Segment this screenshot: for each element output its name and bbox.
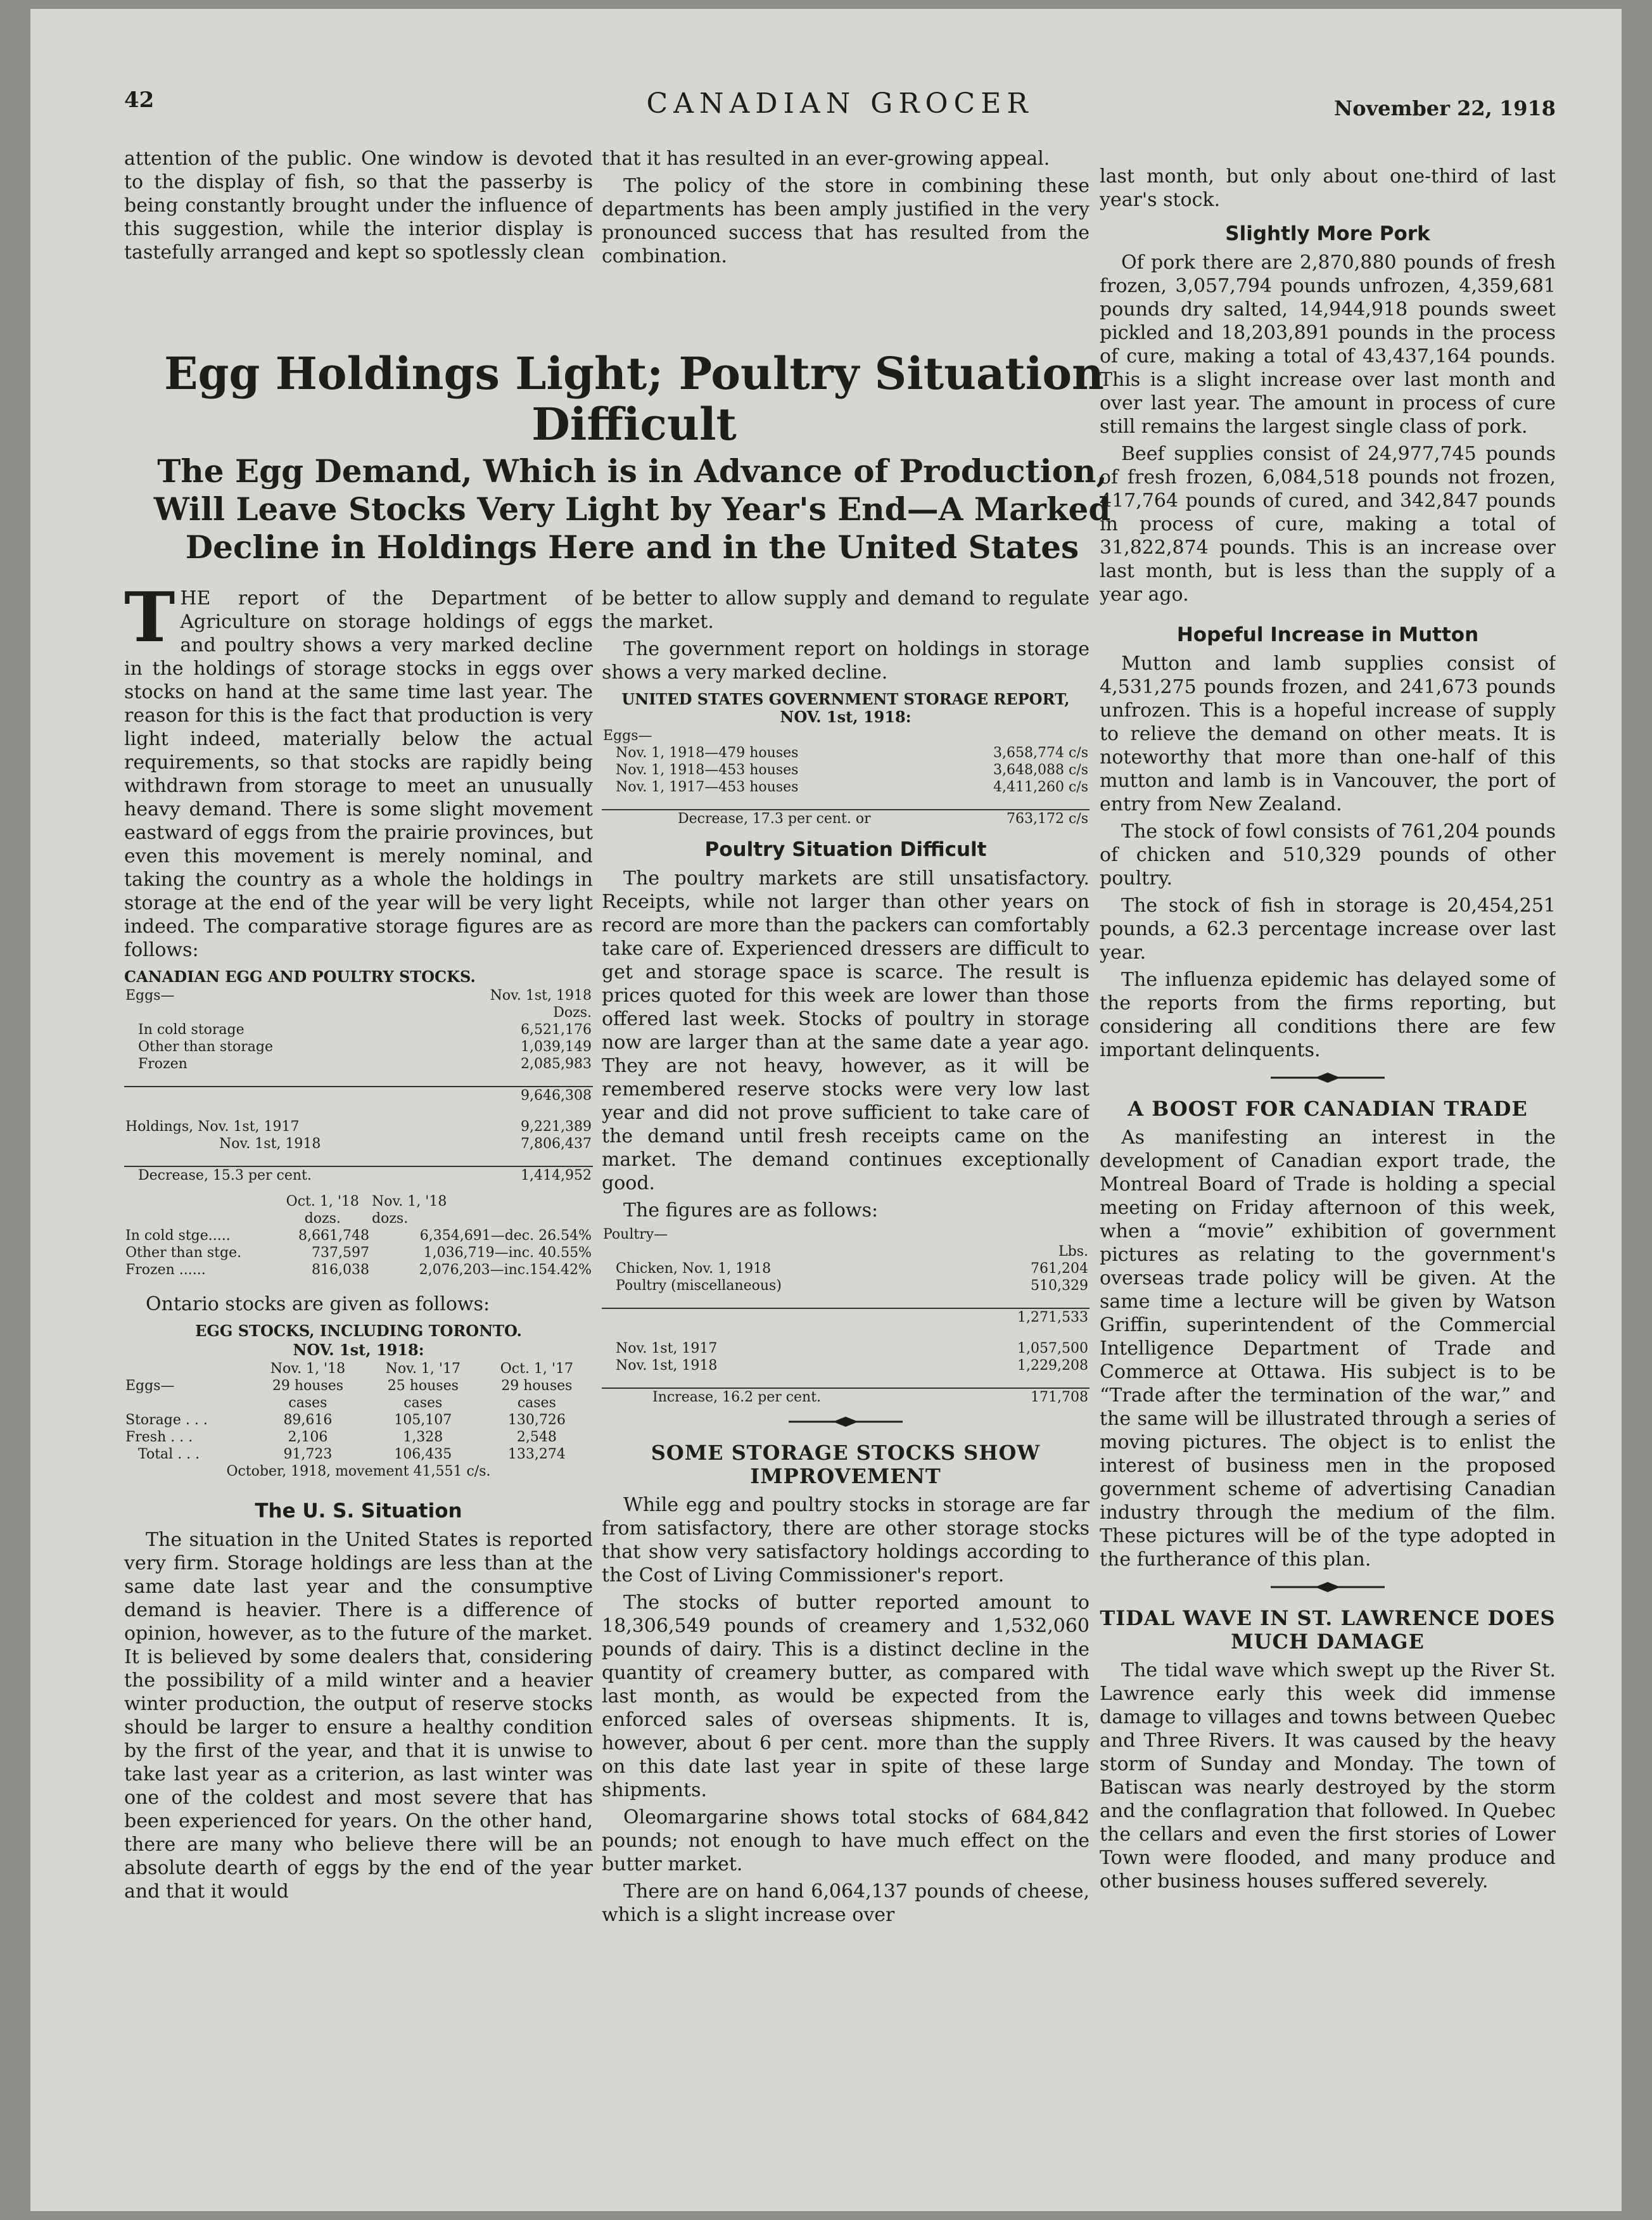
table-row (602, 1388, 1090, 1406)
table-row (124, 1394, 593, 1412)
table-cell: 1,271,533 (968, 1308, 1090, 1326)
table-cell: 133,274 (507, 1446, 566, 1462)
table-cell: 510,329 (1031, 1278, 1088, 1294)
table-row (602, 1357, 1090, 1374)
table-row (602, 744, 1090, 762)
canadian-stocks-table (124, 987, 593, 1184)
mutton-head: Hopeful Increase in Mutton (1176, 623, 1479, 646)
table-cell: Dozs. (553, 1005, 592, 1021)
paragraph: Of pork there are 2,870,880 pounds of fresh frozen, 3,057,794 pounds unfrozen, 4,359,681 pounds dry salted, 14,944,918 pounds sweet pickled and 18,203,891 pounds in the process of cure, making a total of 43,437,164 pounds. This is a slight increase over last month and over last year. The amount in process of cure still remains the largest single class of pork. (1100, 252, 1556, 438)
table-cell: Nov. 1st, 1917 (616, 1341, 718, 1356)
page-number: 42 (124, 87, 155, 113)
paragraph: Oleomargarine shows total stocks of 684,842 pounds; not enough to have much effect on the butter market. (602, 1806, 1090, 1875)
table-row (124, 1038, 593, 1056)
table-cell: 761,204 (1031, 1261, 1088, 1277)
table-cell: 7,806,437 (521, 1136, 592, 1152)
continued-text-middle (602, 147, 1090, 312)
table-cell: Eggs— (125, 1378, 175, 1394)
table-cell (124, 1118, 431, 1135)
table-cell: 1,328 (403, 1429, 443, 1445)
table-row (602, 1260, 1090, 1277)
table-cell: Nov. 1st, 1918 (219, 1136, 321, 1152)
table-cell: Oct. 1, '18 (286, 1194, 359, 1209)
paragraph: While egg and poultry stocks in storage are far from satisfactory, there are other storage stocks that show very satisfactory holdings according to the Cost of Living Commissioner's report. (602, 1494, 1090, 1586)
table-cell: 171,708 (968, 1388, 1090, 1406)
paragraph: Beef supplies consist of 24,977,745 pounds of fresh frozen, 6,084,518 pounds not frozen, 417,764 pounds of cured, and 342,847 pounds in process of cure, making a total of 31,822,874 pounds. This is an increase over last month, but is less than the supply of a year ago. (1100, 443, 1556, 606)
right-column (1100, 165, 1556, 2192)
table-cell: 29 houses (501, 1378, 573, 1394)
table-cell: 2,548 (516, 1429, 557, 1445)
table-row (124, 1118, 593, 1135)
table-cell: Eggs— (125, 988, 175, 1004)
table-row (602, 1243, 1090, 1260)
table-row (124, 1056, 593, 1073)
table-cell: 4,411,260 c/s (993, 779, 1088, 795)
poultry-table (602, 1226, 1090, 1406)
table-cell: 9,221,389 (521, 1119, 592, 1135)
table-row (124, 1412, 593, 1429)
table-cell: 3,658,774 c/s (993, 745, 1088, 761)
table-row (602, 779, 1090, 796)
table-row (124, 1021, 593, 1038)
table-cell: Nov. 1st, 1918 (490, 988, 592, 1004)
table-cell: 105,107 (394, 1412, 452, 1428)
table-cell: 1,039,149 (521, 1039, 592, 1055)
paragraph: The stocks of butter reported amount to 18,306,549 pounds of creamery and 1,532,060 pounds of dairy. This is a distinct decline in the quantity of creamery butter, as compared with last month, as would be expected from the enforced sales of overseas shipments. It is, however, about 6 per cent. more than the supply on this date last year in spite of these large shipments. (602, 1592, 1090, 1801)
paragraph: There are on hand 6,064,137 pounds of cheese, which is a slight increase over (602, 1880, 1090, 1926)
table-row (602, 1308, 1090, 1326)
table-row (124, 987, 593, 1004)
table-cell: cases (517, 1395, 556, 1411)
table-cell: In cold storage (138, 1022, 245, 1038)
boost-trade-head: A BOOST FOR CANADIAN TRADE (1128, 1097, 1528, 1121)
table-cell: 1,036,719—inc. 40.55% (423, 1245, 592, 1261)
table-row (602, 1340, 1090, 1357)
drop-cap: T (124, 587, 175, 658)
table-cell: Chicken, Nov. 1, 1918 (616, 1261, 772, 1277)
table-cell: dozs. (371, 1211, 409, 1227)
table-cell: 2,085,983 (521, 1056, 592, 1072)
table-cell: Nov. 1, '18 (270, 1361, 346, 1377)
table-cell: dozs. (304, 1211, 341, 1227)
table-cell: Increase, 16.2 per cent. (602, 1388, 968, 1406)
ontario-stocks-table (124, 1360, 593, 1463)
table-cell: 816,038 (312, 1262, 369, 1278)
paragraph: last month, but only about one-third of last year's stock. (1100, 165, 1556, 211)
table-cell: Oct. 1, '17 (500, 1361, 573, 1377)
table-row (124, 1227, 593, 1244)
section-divider-ornament (1271, 1071, 1385, 1085)
ontario-table-note: October, 1918, movement 41,551 c/s. (226, 1464, 491, 1479)
table-cell: Other than storage (138, 1039, 273, 1055)
table-row (602, 762, 1090, 779)
table-cell: 1,229,208 (1017, 1358, 1088, 1374)
ontario-table-title: EGG STOCKS, INCLUDING TORONTO. (195, 1322, 522, 1340)
paragraph: The poultry markets are still unsatisfactory. Receipts, while not larger than other years on record are more than the packers can comfortably take care of. Experienced dressers are difficult to get and storage space is scarce. The result is prices quoted for this week are lower than those offered last week. Stocks of poultry in storage now are larger than at the same date a year ago. They are not heavy, however, as it will be remembered reserve stocks were very low last year and did not prove sufficient to take care of the demand until fresh receipts came on the market. The demand continues exceptionally good. (602, 867, 1090, 1194)
table-cell: 6,521,176 (521, 1022, 592, 1038)
section-divider-ornament (789, 1415, 903, 1429)
table-row (124, 1360, 593, 1377)
paragraph: The figures are as follows: (623, 1199, 879, 1222)
table-cell: 737,597 (312, 1245, 369, 1261)
canadian-table-title: CANADIAN EGG AND POULTRY STOCKS. (124, 967, 476, 986)
canadian-compare-table (124, 1193, 593, 1279)
table-cell: 25 houses (387, 1378, 459, 1394)
table-cell: Decrease, 15.3 per cent. (124, 1166, 431, 1184)
paragraph: The policy of the store in combining these departments has been amply justified in the very pronounced success that has resulted from the combination. (602, 175, 1090, 267)
table-cell: 8,661,748 (298, 1228, 369, 1244)
table-row (124, 1210, 593, 1227)
table-cell: 29 houses (272, 1378, 344, 1394)
table-cell: Nov. 1, '18 (371, 1194, 447, 1209)
table-cell: Poultry (miscellaneous) (616, 1278, 782, 1294)
poultry-situation-head: Poultry Situation Difficult (704, 838, 987, 861)
table-cell: Eggs— (603, 728, 652, 744)
table-row (124, 1429, 593, 1446)
paragraph: The situation in the United States is reported very firm. Storage holdings are less than at the same date last year and the consumptive demand is heavier. There is a difference of opinion, however, as to the future of the market. It is believed by some dealers that, considering the possibility of a mild winter and a heavier winter production, the output of reserve stocks should be larger to ensure a healthy condition by the first of the year, and that it is unwise to take last year as a criterion, as last winter was one of the coldest and most severe that has been experienced for years. On the other hand, there are many who believe there will be an absolute dearth of eggs by the end of the year and that it would (124, 1529, 593, 1903)
article-column-2 (602, 587, 1090, 2193)
table-cell: Poultry— (603, 1227, 668, 1242)
table-row (124, 1244, 593, 1261)
table-cell: Nov. 1, 1917—453 houses (616, 779, 799, 795)
table-row (602, 727, 1090, 744)
table-cell: Nov. 1st, 1918 (616, 1358, 718, 1374)
holdings-label: Holdings, (125, 1119, 194, 1135)
table-row (602, 810, 1090, 827)
table-cell: cases (403, 1395, 443, 1411)
table-cell: 106,435 (394, 1446, 452, 1462)
table-cell: Nov. 1, 1918—453 houses (616, 762, 799, 778)
holdings-date: Nov. 1st, 1917 (198, 1119, 300, 1135)
tidal-wave-head: TIDAL WAVE IN ST. LAWRENCE DOES MUCH DAMAGE (1100, 1606, 1556, 1654)
table-row (124, 1087, 593, 1104)
lead-text: HE report of the Department of Agriculture on storage holdings of eggs and poultry shows a very marked decline in the holdings of storage stocks in eggs over stocks on hand at the same time last year. The reason for this is the fact that production is very light indeed, materially below the actual requirements, so that stocks are rapidly being withdrawn from storage to meet an unusually heavy demand. There is some slight movement eastward of eggs from the prairie provinces, but even this movement is merely nominal, and taking the country as a whole the holdings in storage at the end of the year will be very light indeed. The comparative storage figures are as follows: (124, 587, 593, 961)
table-row (602, 1277, 1090, 1294)
paragraph: The influenza epidemic has delayed some of the reports from the firms reporting, but considering all conditions there are few important delinquents. (1100, 969, 1556, 1061)
section-divider-ornament (1271, 1580, 1385, 1594)
ontario-table-subtitle: NOV. 1st, 1918: (293, 1341, 424, 1359)
issue-date: November 22, 1918 (1333, 96, 1556, 120)
paragraph: The stock of fowl consists of 761,204 pounds of chicken and 510,329 pounds of other poultry. (1100, 820, 1556, 890)
table-cell: Nov. 1, 1918—479 houses (616, 745, 799, 761)
table-cell: Storage . . . (125, 1412, 208, 1428)
table-cell: 1,414,952 (431, 1166, 593, 1184)
table-cell: 2,106 (288, 1429, 328, 1445)
table-cell: 91,723 (283, 1446, 333, 1462)
table-row (124, 1135, 593, 1152)
paragraph: attention of the public. One window is devoted to the display of fish, so that the passerby is being constantly brought under the influence of this suggestion, while the interior display is tastefully arranged and kept so spotlessly clean (124, 148, 593, 264)
paragraph: be better to allow supply and demand to regulate the market. (602, 587, 1090, 633)
table-cell: 3,648,088 c/s (993, 762, 1088, 778)
page-header (124, 87, 1556, 132)
journal-title: CANADIAN GROCER (646, 87, 1034, 120)
us-table-title: UNITED STATES GOVERNMENT STORAGE REPORT, NOV. 1st, 1918: (621, 690, 1070, 726)
pork-head: Slightly More Pork (1225, 222, 1430, 245)
table-row (124, 1377, 593, 1394)
article-column-1 (124, 587, 593, 2193)
table-cell: Lbs. (1058, 1244, 1088, 1260)
article-deck: The Egg Demand, Which is in Advance of Production, Will Leave Stocks Very Light by Year's End—A Marked Decline in Holdings Here and in the United States (153, 452, 1111, 566)
table-cell: 763,172 c/s (960, 810, 1090, 827)
table-cell: 130,726 (507, 1412, 566, 1428)
table-row (124, 1261, 593, 1279)
lead-paragraph (124, 587, 593, 962)
paragraph: As manifesting an interest in the development of Canadian export trade, the Montreal Board of Trade is holding a special meeting on Friday afternoon of this week, when a “movie” exhibition of government pictures as relating to the government's overseas trade policy will be given. At the same time a lecture will be given by Watson Griffin, superintendent of the Commercial Intelligence Department of Trade and Commerce at Ottawa. His subject is to be “Trade after the termination of the war,” and the same will be illustrated through a series of moving pictures. The object is to enlist the interest of business men in the proposed government scheme of advertising Canadian industry through the medium of the film. These pictures will be of the type adopted in the furtherance of this plan. (1100, 1126, 1556, 1571)
us-situation-head: The U. S. Situation (255, 1500, 462, 1522)
table-cell: Frozen ...... (125, 1262, 206, 1278)
table-cell: 6,354,691—dec. 26.54% (419, 1228, 592, 1244)
table-cell: In cold stge..... (125, 1228, 231, 1244)
paragraph: The tidal wave which swept up the River St. Lawrence early this week did immense damage to villages and towns between Quebec and Three Rivers. It was caused by the heavy storm of Sunday and Monday. The town of Batiscan was nearly destroyed by the storm and the conflagration that followed. In Quebec the cellars and even the first stories of Lower Town were flooded, and many produce and other business houses suffered severely. (1100, 1659, 1556, 1892)
table-cell: 1,057,500 (1017, 1341, 1088, 1356)
page (30, 9, 1622, 2211)
table-cell: 89,616 (283, 1412, 333, 1428)
table-row (602, 1226, 1090, 1243)
table-row (124, 1166, 593, 1184)
table-cell: Decrease, 17.3 per cent. or (602, 810, 960, 827)
paragraph: Mutton and lamb supplies consist of 4,531,275 pounds frozen, and 241,673 pounds unfrozen. This is a hopeful increase of supply to relieve the demand on other meats. It is noteworthy that more than one-half of this mutton and lamb is in Vancouver, the port of entry from New Zealand. (1100, 653, 1556, 815)
table-cell: Frozen (138, 1056, 187, 1072)
table-cell: Other than stge. (125, 1245, 242, 1261)
paragraph: The government report on holdings in storage shows a very marked decline. (602, 638, 1090, 684)
storage-article-head: SOME STORAGE STOCKS SHOW IMPROVEMENT (651, 1441, 1041, 1488)
table-cell: Fresh . . . (125, 1429, 193, 1445)
paragraph: that it has resulted in an ever-growing appeal. (602, 148, 1050, 170)
continued-text-left (124, 147, 593, 312)
us-storage-table (602, 727, 1090, 827)
table-row (124, 1193, 593, 1210)
table-cell: Nov. 1, '17 (385, 1361, 461, 1377)
table-cell: cases (288, 1395, 327, 1411)
table-cell: 2,076,203—inc.154.42% (419, 1262, 592, 1278)
table-cell: 9,646,308 (431, 1087, 593, 1104)
table-cell: Total . . . (138, 1446, 200, 1462)
paragraph: Ontario stocks are given as follows: (146, 1293, 490, 1315)
article-headline: Egg Holdings Light; Poultry Situation Difficult (164, 347, 1104, 450)
table-row (124, 1446, 593, 1463)
paragraph: The stock of fish in storage is 20,454,251 pounds, a 62.3 percentage increase over last year. (1100, 895, 1556, 964)
table-row (124, 1004, 593, 1021)
